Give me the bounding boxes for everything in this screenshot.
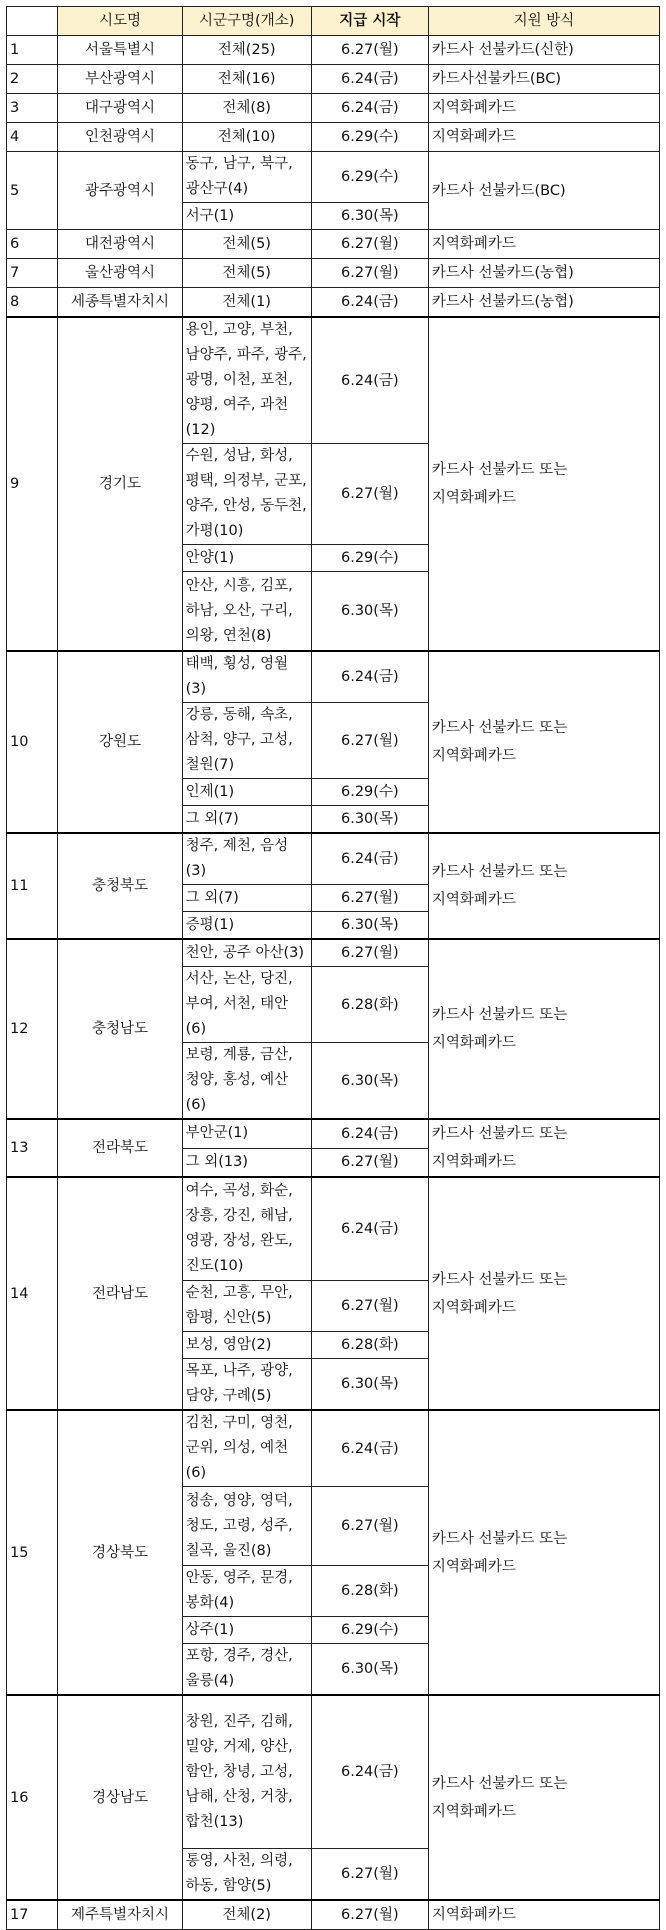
sigungu-cell: 청주, 제천, 음성(3) [182, 833, 311, 885]
sido-name: 경상남도 [58, 1695, 182, 1900]
support-method-cell: 카드사 선불카드 또는 지역화폐카드 [428, 1695, 659, 1900]
sigungu-cell: 순천, 고흥, 무안, 함평, 신안(5) [182, 1281, 311, 1332]
table-row [7, 36, 660, 65]
table-row [7, 939, 660, 967]
sido-name: 광주광역시 [58, 152, 182, 230]
start-date-cell: 6.24(금) [311, 1695, 428, 1849]
start-date-cell: 6.27(월) [311, 444, 428, 545]
sigungu-cell: 창원, 진주, 김해, 밀양, 거제, 양산, 함안, 창녕, 고성, 남해, 산청, 거창, 합천(13) [182, 1695, 311, 1849]
sigungu-cell: 태백, 횡성, 영월(3) [182, 651, 311, 703]
support-method-cell: 카드사 선불카드(BC) [428, 152, 659, 230]
header-start: 지급 시작 [311, 7, 428, 36]
sigungu-cell: 청송, 영양, 영덕, 청도, 고령, 성주, 칠곡, 울진(8) [182, 1487, 311, 1566]
sido-name: 울산광역시 [58, 259, 182, 288]
sigungu-cell: 전체(25) [182, 36, 311, 65]
header-sido: 시도명 [58, 7, 182, 36]
sido-name: 전라북도 [58, 1119, 182, 1177]
sigungu-cell: 상주(1) [182, 1617, 311, 1644]
support-method-cell: 지역화폐카드 [428, 230, 659, 259]
sigungu-cell: 안동, 영주, 문경, 봉화(4) [182, 1566, 311, 1617]
table-row [7, 152, 660, 203]
sido-name: 대전광역시 [58, 230, 182, 259]
start-date-cell: 6.29(수) [311, 1617, 428, 1644]
row-number: 16 [7, 1695, 58, 1900]
table-row [7, 230, 660, 259]
row-number: 2 [7, 65, 58, 94]
row-number: 5 [7, 152, 58, 230]
table-row [7, 1119, 660, 1148]
start-date-cell: 6.30(목) [311, 203, 428, 230]
start-date-cell: 6.27(월) [311, 1849, 428, 1901]
row-number: 12 [7, 939, 58, 1119]
start-date-cell: 6.24(금) [311, 288, 428, 318]
row-number: 7 [7, 259, 58, 288]
sido-name: 부산광역시 [58, 65, 182, 94]
sigungu-cell: 그 외(7) [182, 806, 311, 834]
start-date-cell: 6.30(목) [311, 1644, 428, 1696]
row-number: 9 [7, 317, 58, 651]
support-method-cell: 지역화폐카드 [428, 123, 659, 152]
row-number: 11 [7, 833, 58, 939]
support-method-cell: 지역화폐카드 [428, 94, 659, 123]
table-row [7, 94, 660, 123]
sigungu-cell: 전체(16) [182, 65, 311, 94]
table-row [7, 1410, 660, 1487]
sido-name: 서울특별시 [58, 36, 182, 65]
sigungu-cell: 안산, 시흥, 김포, 하남, 오산, 구리, 의왕, 연천(8) [182, 572, 311, 652]
sigungu-cell: 보성, 영암(2) [182, 1332, 311, 1359]
support-method-cell: 카드사 선불카드 또는 지역화폐카드 [428, 651, 659, 833]
start-date-cell: 6.27(월) [311, 1281, 428, 1332]
start-date-cell: 6.27(월) [311, 885, 428, 912]
support-method-cell: 카드사 선불카드(농협) [428, 288, 659, 318]
sido-name: 경상북도 [58, 1410, 182, 1695]
start-date-cell: 6.30(목) [311, 912, 428, 940]
support-method-cell: 카드사선불카드(BC) [428, 65, 659, 94]
sido-name: 경기도 [58, 317, 182, 651]
sigungu-cell: 전체(5) [182, 230, 311, 259]
sido-name: 충청북도 [58, 833, 182, 939]
sigungu-cell: 통영, 사천, 의령, 하동, 함양(5) [182, 1849, 311, 1901]
sigungu-cell: 천안, 공주 아산(3) [182, 939, 311, 967]
sigungu-cell: 여수, 곡성, 화순, 장흥, 강진, 해남, 영광, 장성, 완도, 진도(10) [182, 1177, 311, 1281]
start-date-cell: 6.30(목) [311, 806, 428, 834]
start-date-cell: 6.28(화) [311, 1332, 428, 1359]
row-number: 3 [7, 94, 58, 123]
sigungu-cell: 용인, 고양, 부천, 남양주, 파주, 광주, 광명, 이천, 포천, 양평, 여주, 과천(12) [182, 317, 311, 444]
support-method-cell: 카드사 선불카드 또는 지역화폐카드 [428, 317, 659, 651]
start-date-cell: 6.29(수) [311, 152, 428, 203]
sigungu-cell: 부안군(1) [182, 1119, 311, 1148]
support-method-cell: 카드사 선불카드 또는 지역화폐카드 [428, 939, 659, 1119]
support-method-cell: 카드사 선불카드 또는 지역화폐카드 [428, 1177, 659, 1410]
sigungu-cell: 서산, 논산, 당진, 부여, 서천, 태안(6) [182, 967, 311, 1043]
start-date-cell: 6.27(월) [311, 259, 428, 288]
sigungu-cell: 목포, 나주, 광양, 담양, 구례(5) [182, 1359, 311, 1411]
table-row [7, 123, 660, 152]
payment-schedule-table [6, 6, 660, 1930]
header-row [7, 7, 660, 36]
start-date-cell: 6.24(금) [311, 65, 428, 94]
start-date-cell: 6.28(화) [311, 1566, 428, 1617]
support-method-cell: 카드사 선불카드 또는 지역화폐카드 [428, 1410, 659, 1695]
start-date-cell: 6.24(금) [311, 651, 428, 703]
support-method-cell: 카드사 선불카드 또는 지역화폐카드 [428, 833, 659, 939]
start-date-cell: 6.27(월) [311, 36, 428, 65]
row-number: 13 [7, 1119, 58, 1177]
sigungu-cell: 전체(10) [182, 123, 311, 152]
start-date-cell: 6.24(금) [311, 1410, 428, 1487]
sigungu-cell: 김천, 구미, 영천, 군위, 의성, 예천(6) [182, 1410, 311, 1487]
sigungu-cell: 포항, 경주, 경산, 울릉(4) [182, 1644, 311, 1696]
sido-name: 충청남도 [58, 939, 182, 1119]
header-sigungu: 시군구명(개소) [182, 7, 311, 36]
sigungu-cell: 동구, 남구, 북구, 광산구(4) [182, 152, 311, 203]
sigungu-cell: 전체(5) [182, 259, 311, 288]
start-date-cell: 6.29(수) [311, 545, 428, 572]
start-date-cell: 6.24(금) [311, 1177, 428, 1281]
sido-name: 인천광역시 [58, 123, 182, 152]
start-date-cell: 6.24(금) [311, 94, 428, 123]
start-date-cell: 6.24(금) [311, 833, 428, 885]
header-method: 지원 방식 [428, 7, 659, 36]
table-row [7, 288, 660, 318]
row-number: 15 [7, 1410, 58, 1695]
start-date-cell: 6.27(월) [311, 939, 428, 967]
start-date-cell: 6.29(수) [311, 779, 428, 806]
sigungu-cell: 서구(1) [182, 203, 311, 230]
start-date-cell: 6.27(월) [311, 1487, 428, 1566]
row-number: 14 [7, 1177, 58, 1410]
start-date-cell: 6.30(목) [311, 1043, 428, 1120]
start-date-cell: 6.29(수) [311, 123, 428, 152]
table-row [7, 1900, 660, 1930]
table-row [7, 1695, 660, 1849]
sido-name: 전라남도 [58, 1177, 182, 1410]
sigungu-cell: 안양(1) [182, 545, 311, 572]
header-number [7, 7, 58, 36]
start-date-cell: 6.24(금) [311, 317, 428, 444]
table-body [7, 36, 660, 1930]
table-row [7, 65, 660, 94]
sigungu-cell: 보령, 계룡, 금산, 청양, 홍성, 예산(6) [182, 1043, 311, 1120]
sigungu-cell: 그 외(13) [182, 1148, 311, 1177]
row-number: 17 [7, 1900, 58, 1930]
sido-name: 세종특별자치시 [58, 288, 182, 318]
sigungu-cell: 인제(1) [182, 779, 311, 806]
table-row [7, 1177, 660, 1281]
start-date-cell: 6.30(목) [311, 572, 428, 652]
table-row [7, 651, 660, 703]
start-date-cell: 6.27(월) [311, 1148, 428, 1177]
table-row [7, 259, 660, 288]
row-number: 6 [7, 230, 58, 259]
sigungu-cell: 증평(1) [182, 912, 311, 940]
start-date-cell: 6.27(월) [311, 230, 428, 259]
row-number: 8 [7, 288, 58, 318]
start-date-cell: 6.27(월) [311, 703, 428, 779]
sido-name: 대구광역시 [58, 94, 182, 123]
row-number: 1 [7, 36, 58, 65]
row-number: 4 [7, 123, 58, 152]
sigungu-cell: 전체(1) [182, 288, 311, 318]
sigungu-cell: 그 외(7) [182, 885, 311, 912]
support-method-cell: 지역화폐카드 [428, 1900, 659, 1930]
start-date-cell: 6.24(금) [311, 1119, 428, 1148]
sido-name: 강원도 [58, 651, 182, 833]
support-method-cell: 카드사 선불카드(신한) [428, 36, 659, 65]
start-date-cell: 6.27(월) [311, 1900, 428, 1930]
sigungu-cell: 전체(2) [182, 1900, 311, 1930]
sigungu-cell: 수원, 성남, 화성, 평택, 의정부, 군포, 양주, 안성, 동두천, 가평(10) [182, 444, 311, 545]
support-method-cell: 카드사 선불카드(농협) [428, 259, 659, 288]
start-date-cell: 6.28(화) [311, 967, 428, 1043]
table-row [7, 317, 660, 444]
sido-name: 제주특별자치시 [58, 1900, 182, 1930]
row-number: 10 [7, 651, 58, 833]
table-row [7, 833, 660, 885]
sigungu-cell: 전체(8) [182, 94, 311, 123]
support-method-cell: 카드사 선불카드 또는 지역화폐카드 [428, 1119, 659, 1177]
start-date-cell: 6.30(목) [311, 1359, 428, 1411]
sigungu-cell: 강릉, 동해, 속초, 삼척, 양구, 고성, 철원(7) [182, 703, 311, 779]
